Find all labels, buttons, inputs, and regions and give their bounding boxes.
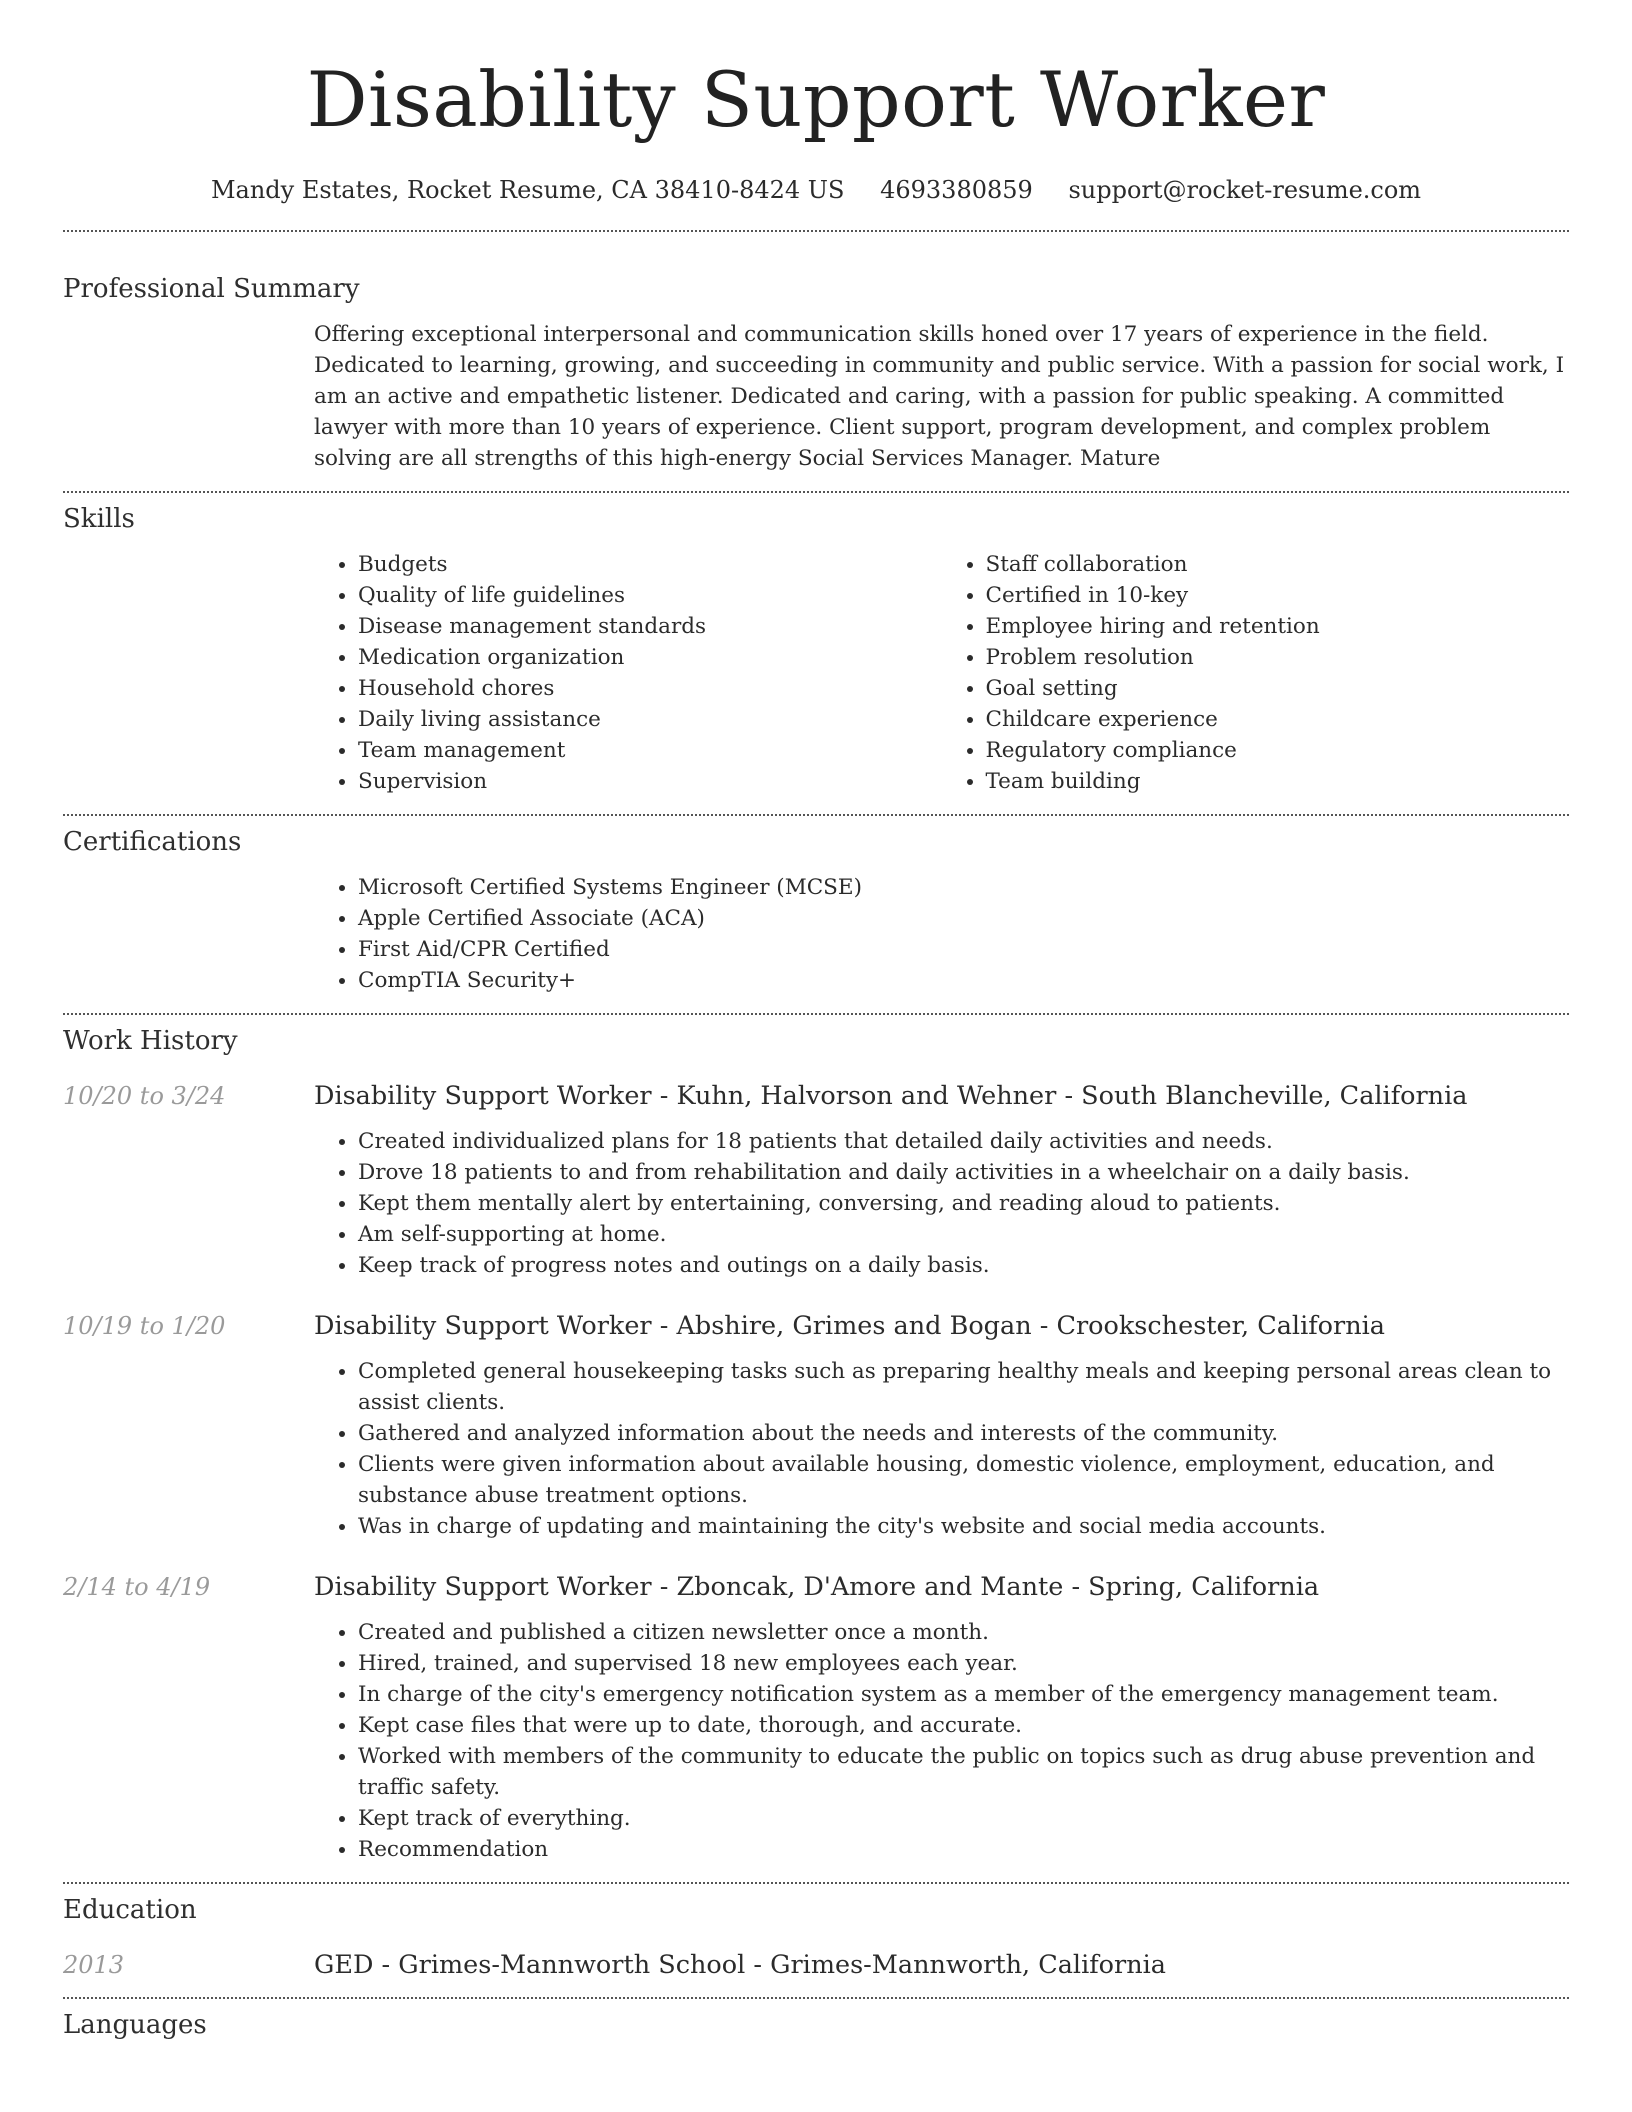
education-title: Education [63, 1895, 197, 1925]
contact-line [0, 176, 1632, 204]
skill-item: • Certified in 10-key [986, 580, 1570, 611]
skill-item: • Employee hiring and retention [986, 611, 1570, 642]
job-bullet: • Kept them mentally alert by entertaining, conversing, and reading aloud to patients. [358, 1188, 1569, 1219]
job-dates: 2/14 to 4/19 [63, 1573, 211, 1601]
summary-title: Professional Summary [63, 274, 360, 304]
contact-email: support@rocket-resume.com [1068, 176, 1422, 204]
job-bullets [314, 1126, 1569, 1281]
job-bullets [314, 1617, 1569, 1865]
summary-section [0, 232, 1632, 474]
summary-text: Offering exceptional interpersonal and communication skills honed over 17 years of experience in the field. Dedicated to learning, growing, and succeeding in community and public service. With a passion for social work, I am an active and empathetic listener. Dedicated and caring, with a passion for public speaking. A committed lawyer with more than 10 years of experience. Client support, program development, and complex problem solving are all strengths of this high-energy Social Services Manager. Mature [314, 322, 1565, 471]
education-section [0, 1884, 1632, 1980]
job-bullet: • In charge of the city's emergency notification system as a member of the emergency management team. [358, 1679, 1569, 1710]
education-year: 2013 [63, 1951, 125, 1979]
work-history-section [0, 1015, 1632, 1865]
education-degree: GED - Grimes-Mannworth School - Grimes-Mannworth, California [314, 1950, 1166, 1980]
skill-item: • Staff collaboration [986, 549, 1570, 580]
job-bullets [314, 1356, 1569, 1542]
certifications-list [314, 872, 1569, 996]
job-entry [63, 1572, 1569, 1865]
job-title: Disability Support Worker - Abshire, Grimes and Bogan - Crookschester, California [314, 1311, 1385, 1341]
skills-title: Skills [63, 504, 135, 534]
job-bullet: • Kept track of everything. [358, 1803, 1569, 1834]
languages-title: Languages [63, 2010, 207, 2040]
certification-item: • Microsoft Certified Systems Engineer (MCSE) [358, 872, 1569, 903]
skill-item: • Goal setting [986, 673, 1570, 704]
contact-address: Mandy Estates, Rocket Resume, CA 38410-8424 US [210, 176, 845, 204]
certification-item: • Apple Certified Associate (ACA) [358, 903, 1569, 934]
job-bullet: • Keep track of progress notes and outings on a daily basis. [358, 1250, 1569, 1281]
job-bullet: • Created and published a citizen newsletter once a month. [358, 1617, 1569, 1648]
job-dates: 10/20 to 3/24 [63, 1082, 226, 1110]
languages-section [0, 1999, 1632, 2040]
job-bullet: • Recommendation [358, 1834, 1569, 1865]
skills-column-right [942, 549, 1570, 797]
certification-item: • First Aid/CPR Certified [358, 934, 1569, 965]
certification-item: • CompTIA Security+ [358, 965, 1569, 996]
contact-phone: 4693380859 [880, 176, 1033, 204]
job-bullet: • Was in charge of updating and maintaining the city's website and social media accounts. [358, 1511, 1569, 1542]
job-bullet: • Kept case files that were up to date, thorough, and accurate. [358, 1710, 1569, 1741]
resume-header [0, 0, 1632, 204]
education-entry [63, 1950, 1569, 1980]
job-entry [63, 1311, 1569, 1542]
skill-item: • Medication organization [358, 642, 942, 673]
job-title: Disability Support Worker - Zboncak, D'Amore and Mante - Spring, California [314, 1572, 1320, 1602]
skills-list [314, 549, 1569, 797]
job-bullet: • Drove 18 patients to and from rehabilitation and daily activities in a wheelchair on a daily basis. [358, 1157, 1569, 1188]
job-bullet: • Completed general housekeeping tasks such as preparing healthy meals and keeping personal areas clean to assist clients. [358, 1356, 1569, 1418]
job-title: Disability Support Worker - Kuhn, Halvorson and Wehner - South Blancheville, California [314, 1081, 1468, 1111]
skill-item: • Household chores [358, 673, 942, 704]
job-bullet: • Gathered and analyzed information about the needs and interests of the community. [358, 1418, 1569, 1449]
certifications-title: Certifications [63, 827, 242, 857]
job-bullet: • Created individualized plans for 18 patients that detailed daily activities and needs. [358, 1126, 1569, 1157]
skills-section [0, 493, 1632, 797]
skill-item: • Supervision [358, 766, 942, 797]
job-dates: 10/19 to 1/20 [63, 1312, 226, 1340]
job-bullet: • Worked with members of the community to educate the public on topics such as drug abuse prevention and traffic safety. [358, 1741, 1569, 1803]
work-history-title: Work History [63, 1026, 238, 1056]
skill-item: • Daily living assistance [358, 704, 942, 735]
skill-item: • Quality of life guidelines [358, 580, 942, 611]
skill-item: • Budgets [358, 549, 942, 580]
job-entry [63, 1081, 1569, 1281]
job-bullet: • Clients were given information about available housing, domestic violence, employment, education, and substance abuse treatment options. [358, 1449, 1569, 1511]
certifications-section [0, 816, 1632, 996]
skill-item: • Disease management standards [358, 611, 942, 642]
job-bullet: • Am self-supporting at home. [358, 1219, 1569, 1250]
job-bullet: • Hired, trained, and supervised 18 new employees each year. [358, 1648, 1569, 1679]
skill-item: • Problem resolution [986, 642, 1570, 673]
skill-item: • Childcare experience [986, 704, 1570, 735]
skill-item: • Team building [986, 766, 1570, 797]
candidate-name: Disability Support Worker [306, 55, 1326, 144]
skill-item: • Regulatory compliance [986, 735, 1570, 766]
skill-item: • Team management [358, 735, 942, 766]
skills-column-left [314, 549, 942, 797]
